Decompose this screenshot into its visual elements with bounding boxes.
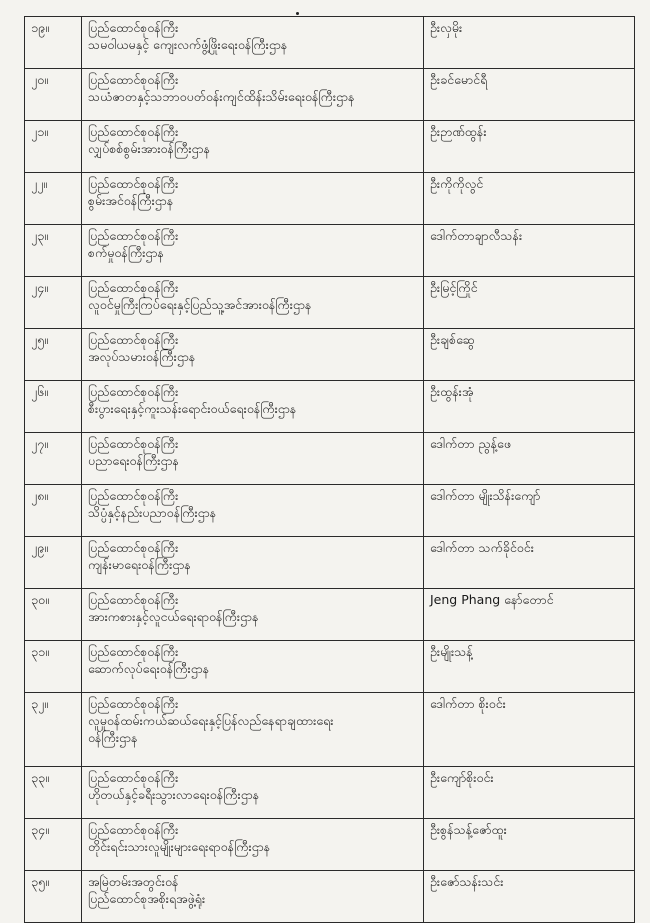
table-row <box>25 485 635 537</box>
ministry-name: သယံဇာတနှင့်သဘာဝပတ်ဝန်းကျင်ထိန်းသိမ်းရေးဝန်ကြီးဌာန <box>88 89 355 104</box>
minister-name-cell <box>424 589 635 641</box>
ministry-cell <box>82 433 424 485</box>
position-title: ပြည်ထောင်စုဝန်ကြီး <box>88 72 179 87</box>
position-title: ပြည်ထောင်စုဝန်ကြီး <box>88 592 179 607</box>
minister-name: ဦးကျော်စိုးဝင်း <box>430 770 494 785</box>
ministry-name: ဟိုတယ်နှင့်ခရီးသွားလာရေးဝန်ကြီးဌာန <box>88 787 260 802</box>
table-row <box>25 329 635 381</box>
page-mark-dot <box>296 12 299 15</box>
table-row <box>25 121 635 173</box>
minister-name: ဦးချစ်ဆွေ <box>430 332 475 347</box>
position-title: အမြဲတမ်းအတွင်းဝန် <box>88 874 179 889</box>
ministry-cell <box>82 69 424 121</box>
table-row <box>25 641 635 693</box>
row-number: ၁၉။ <box>25 17 82 69</box>
row-number: ၂၀။ <box>25 69 82 121</box>
minister-name: ဒေါက်တာ ညွန့်ဖေ <box>430 436 511 451</box>
minister-name: ဦးမြင့်ကြိုင် <box>430 280 478 295</box>
row-number: ၂၇။ <box>25 433 82 485</box>
minister-name-cell <box>424 819 635 871</box>
minister-name: ဦးခင်မောင်ရီ <box>430 72 488 87</box>
minister-name-cell <box>424 641 635 693</box>
minister-name: ဦးဉာဏ်ထွန်း <box>430 124 487 139</box>
position-title: ပြည်ထောင်စုဝန်ကြီး <box>88 332 179 347</box>
minister-name: ဦးစွန်သန့်ဇော်ထူး <box>430 822 507 837</box>
minister-name: ဦးထွန်းအုံ <box>430 384 474 399</box>
row-number: ၂၃။ <box>25 225 82 277</box>
minister-name-cell <box>424 537 635 589</box>
table-row <box>25 225 635 277</box>
ministry-cell <box>82 871 424 923</box>
position-title: ပြည်ထောင်စုဝန်ကြီး <box>88 176 179 191</box>
position-title: ပြည်ထောင်စုဝန်ကြီး <box>88 20 179 35</box>
row-number: ၂၆။ <box>25 381 82 433</box>
row-number: ၃၁။ <box>25 641 82 693</box>
minister-name: Jeng Phang နော်တောင် <box>430 592 554 607</box>
row-number: ၃၂။ <box>25 693 82 767</box>
minister-name-cell <box>424 693 635 767</box>
minister-name: ဒေါက်တာ စိုးဝင်း <box>430 696 506 711</box>
table-row <box>25 819 635 871</box>
ministry-name: သိပ္ပံနှင့်နည်းပညာဝန်ကြီးဌာန <box>88 505 217 520</box>
table-row <box>25 17 635 69</box>
minister-list-table <box>24 16 635 923</box>
row-number: ၂၉။ <box>25 537 82 589</box>
ministry-cell <box>82 277 424 329</box>
table-row <box>25 173 635 225</box>
ministry-name: ပြည်ထောင်စုအစိုးရအဖွဲ့ရုံး <box>88 891 206 906</box>
position-title: ပြည်ထောင်စုဝန်ကြီး <box>88 696 179 711</box>
minister-name: ဦးလှမိုး <box>430 20 463 35</box>
position-title: ပြည်ထောင်စုဝန်ကြီး <box>88 124 179 139</box>
position-title: ပြည်ထောင်စုဝန်ကြီး <box>88 228 179 243</box>
position-title: ပြည်ထောင်စုဝန်ကြီး <box>88 540 179 555</box>
ministry-name: ပညာရေးဝန်ကြီးဌာန <box>88 453 180 468</box>
row-number: ၂၅။ <box>25 329 82 381</box>
table-body <box>25 17 635 923</box>
ministry-name: ဆောက်လုပ်ရေးဝန်ကြီးဌာန <box>88 661 210 676</box>
row-number: ၂၈။ <box>25 485 82 537</box>
position-title: ပြည်ထောင်စုဝန်ကြီး <box>88 488 179 503</box>
ministry-name: စက်မှုဝန်ကြီးဌာန <box>88 245 164 260</box>
ministry-cell <box>82 589 424 641</box>
table-row <box>25 433 635 485</box>
minister-name-cell <box>424 69 635 121</box>
table-row <box>25 277 635 329</box>
position-title: ပြည်ထောင်စုဝန်ကြီး <box>88 384 179 399</box>
minister-name-cell <box>424 17 635 69</box>
ministry-name: လူမှုဝန်ထမ်းကယ်ဆယ်ရေးနှင့်ပြန်လည်နေရာချထားရေး <box>88 713 334 728</box>
table-row <box>25 381 635 433</box>
minister-name-cell <box>424 767 635 819</box>
minister-name: ဒေါက်တာချာလီသန်း <box>430 228 523 243</box>
table-row <box>25 537 635 589</box>
position-title: ပြည်ထောင်စုဝန်ကြီး <box>88 280 179 295</box>
minister-name-cell <box>424 433 635 485</box>
ministry-name: စီးပွားရေးနှင့်ကူးသန်းရောင်းဝယ်ရေးဝန်ကြီးဌာန <box>88 401 297 416</box>
ministry-cell <box>82 17 424 69</box>
minister-name-cell <box>424 329 635 381</box>
ministry-cell <box>82 819 424 871</box>
ministry-name: သမဝါယမနှင့် ကျေးလက်ဖွံ့ဖြိုးရေးဝန်ကြီးဌာန <box>88 37 288 52</box>
table-row <box>25 693 635 767</box>
table-row <box>25 767 635 819</box>
minister-name: ဦးမျိုးသန့် <box>430 644 473 659</box>
minister-name-cell <box>424 871 635 923</box>
ministry-name: အလုပ်သမားဝန်ကြီးဌာန <box>88 349 196 364</box>
ministry-name: လူဝင်မှုကြီးကြပ်ရေးနှင့်ပြည်သူ့အင်အားဝန်ကြီးဌာန <box>88 297 312 312</box>
table-row <box>25 871 635 923</box>
ministry-name: တိုင်းရင်းသားလူမျိုးများရေးရာဝန်ကြီးဌာန <box>88 839 271 854</box>
ministry-cell <box>82 173 424 225</box>
table-row <box>25 69 635 121</box>
row-number: ၃၀။ <box>25 589 82 641</box>
ministry-cell <box>82 329 424 381</box>
position-title: ပြည်ထောင်စုဝန်ကြီး <box>88 436 179 451</box>
row-number: ၂၂။ <box>25 173 82 225</box>
minister-name-cell <box>424 485 635 537</box>
ministry-cell <box>82 767 424 819</box>
ministry-cell <box>82 121 424 173</box>
ministry-name: ကျန်းမာရေးဝန်ကြီးဌာန <box>88 557 191 572</box>
row-number: ၂၁။ <box>25 121 82 173</box>
minister-name: ဦးဇော်သန်းသင်း <box>430 874 504 889</box>
minister-name-cell <box>424 173 635 225</box>
minister-name-cell <box>424 121 635 173</box>
ministry-name: အားကစားနှင့်လူငယ်ရေးရာဝန်ကြီးဌာန <box>88 609 259 624</box>
minister-name: ဦးကိုကိုလွင် <box>430 176 484 191</box>
row-number: ၃၅။ <box>25 871 82 923</box>
ministry-cell <box>82 485 424 537</box>
minister-name-cell <box>424 381 635 433</box>
ministry-cell <box>82 641 424 693</box>
minister-name-cell <box>424 277 635 329</box>
table-row <box>25 589 635 641</box>
position-title: ပြည်ထောင်စုဝန်ကြီး <box>88 822 179 837</box>
ministry-cell <box>82 381 424 433</box>
ministry-name: ဝန်ကြီးဌာန <box>88 730 138 745</box>
ministry-cell <box>82 537 424 589</box>
ministry-cell <box>82 693 424 767</box>
position-title: ပြည်ထောင်စုဝန်ကြီး <box>88 644 179 659</box>
ministry-name: လျှပ်စစ်စွမ်းအားဝန်ကြီးဌာန <box>88 141 211 156</box>
ministry-name: စွမ်းအင်ဝန်ကြီးဌာန <box>88 193 174 208</box>
row-number: ၂၄။ <box>25 277 82 329</box>
minister-name: ဒေါက်တာ သက်ခိုင်ဝင်း <box>430 540 534 555</box>
row-number: ၃၃။ <box>25 767 82 819</box>
row-number: ၃၄။ <box>25 819 82 871</box>
ministry-cell <box>82 225 424 277</box>
minister-name: ဒေါက်တာ မျိုးသိန်းကျော် <box>430 488 541 503</box>
position-title: ပြည်ထောင်စုဝန်ကြီး <box>88 770 179 785</box>
minister-name-cell <box>424 225 635 277</box>
